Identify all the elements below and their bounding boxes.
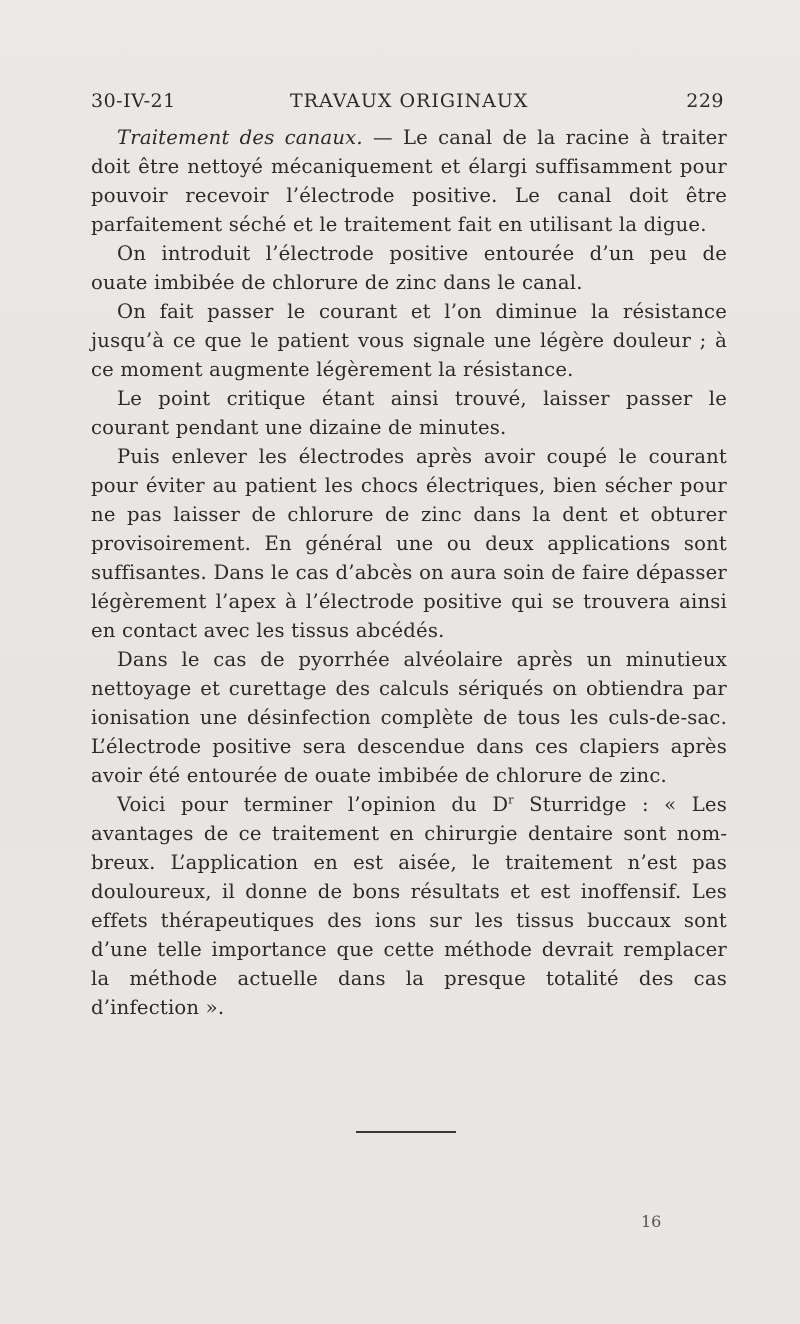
closing-rule [356, 1131, 456, 1133]
paragraph-3: On fait passer le courant et l’on diminue la résistance jusqu’à ce que le patient vous signale une légère douleur ; à ce moment augmente légèrement la résistance. [91, 300, 727, 381]
paragraph-7-text-start: Voici pour terminer l’opinion du D [117, 793, 509, 816]
running-header [91, 90, 724, 118]
paragraph-2: On introduit l’électrode positive entourée d’un peu de ouate imbibée de chlorure de zinc dans le canal. [91, 242, 727, 294]
article-body [91, 123, 727, 1022]
paragraph-5: Puis enlever les électrodes après avoir coupé le courant pour éviter au patient les chocs électriques, bien sécher pour ne pas laisser de chlorure de zinc dans la dent et obturer provisoirement. En général une ou deux applications sont suffisantes. Dans le cas d’abcès on aura soin de faire dépasser légèrement l’apex à l’électrode positive qui se trouvera ainsi en contact avec les tissus abcédés. [91, 445, 727, 642]
header-section-title: TRAVAUX ORIGINAUX [290, 90, 529, 112]
doctor-abbreviation-superscript: r [508, 793, 514, 807]
paragraph-6: Dans le cas de pyorrhée alvéolaire après un minutieux nettoyage et curettage des calculs sériqués on obtiendra par ionisation une désinfection complète de tous les culs-de-sac. L’électrode positive sera descendue dans ces clapiers après avoir été entourée de ouate imbibée de chlorure de zinc. [91, 648, 727, 787]
paragraph-1-text: — Le canal de la racine à traiter doit être nettoyé mécaniquement et élargi suffisamment pour pouvoir recevoir l’électrode positive. Le canal doit être parfaitement séché et le traitement fait en utilisant la digue. [91, 126, 727, 236]
paragraph-7 [91, 790, 727, 1022]
printer-signature-mark: 16 [641, 1212, 662, 1231]
header-date: 30-IV-21 [91, 90, 176, 112]
paragraph-7-text-end: Sturridge : « Les avantages de ce traitement en chirurgie dentaire sont nombreux. L’application en est aisée, le traitement n’est pas douloureux, il donne de bons résultats et est inoffensif. Les effets thérapeutiques des ions sur les tissus buccaux sont d’une telle importance que cette méthode devrait remplacer la méthode actuelle dans la presque totalité des cas d’infection ». [91, 793, 727, 1019]
page-number: 229 [686, 90, 724, 112]
paragraph-1 [91, 123, 727, 239]
paragraph-4: Le point critique étant ainsi trouvé, laisser passer le courant pendant une dizaine de minutes. [91, 387, 727, 439]
section-title-traitement-des-canaux: Traitement des canaux. [117, 126, 363, 149]
